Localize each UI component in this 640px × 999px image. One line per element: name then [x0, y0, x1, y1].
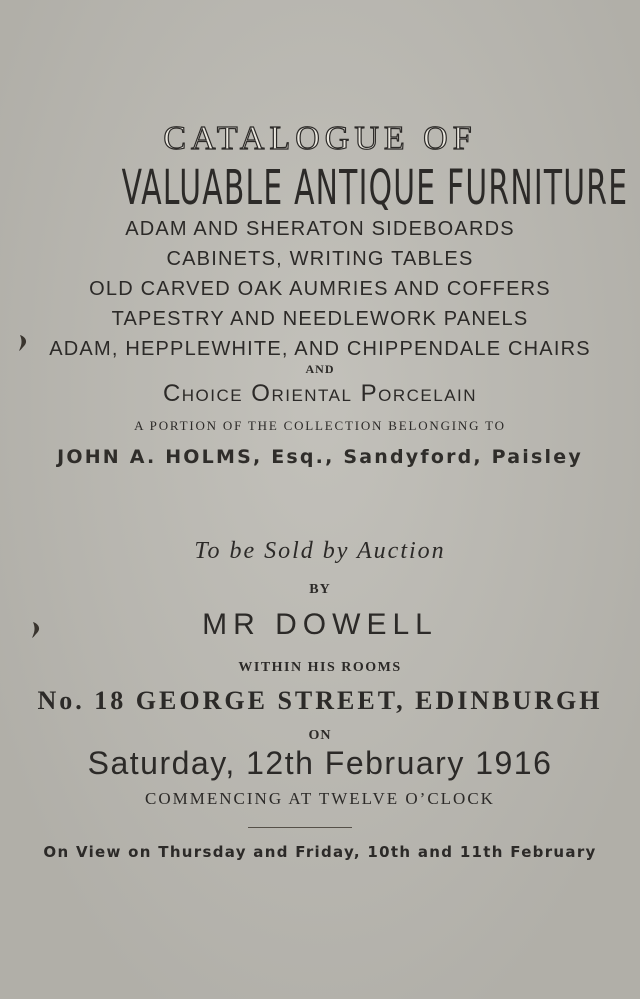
auctioneer-name: MR DOWELL [202, 608, 438, 641]
item-line-2: CABINETS, WRITING TABLES [166, 248, 474, 270]
on-view-line: On View on Thursday and Friday, 10th and 11th February [43, 843, 597, 861]
sale-date: Saturday, 12th February 1916 [87, 745, 553, 781]
item-line-1: ADAM AND SHERATON SIDEBOARDS [125, 218, 515, 240]
sold-line: To be Sold by Auction [194, 538, 446, 564]
portion-line: A PORTION OF THE COLLECTION BELONGING TO [134, 418, 506, 433]
item-line-5: ADAM, HEPPLEWHITE, AND CHIPPENDALE CHAIRS [49, 338, 591, 360]
binding-mark-icon [17, 334, 29, 352]
commencing-line: COMMENCING AT TWELVE O’CLOCK [145, 789, 495, 808]
item-line-4: TAPESTRY AND NEEDLEWORK PANELS [111, 308, 529, 330]
binding-mark-icon [30, 621, 42, 639]
by-text: BY [309, 582, 331, 597]
address-line: No. 18 GEORGE STREET, EDINBURGH [37, 686, 603, 715]
rooms-line: WITHIN HIS ROOMS [238, 660, 402, 675]
on-text: ON [308, 728, 332, 743]
and-text: AND [305, 362, 335, 376]
divider-rule [248, 827, 352, 828]
owner-line: JOHN A. HOLMS, Esq., Sandyford, Paisley [57, 446, 583, 468]
catalogue-heading: CATALOGUE OF [163, 120, 477, 157]
item-line-3: OLD CARVED OAK AUMRIES AND COFFERS [89, 278, 551, 300]
porcelain-line: Choice Oriental Porcelain [162, 380, 478, 407]
catalogue-title: VALUABLE ANTIQUE FURNITURE [121, 160, 629, 216]
